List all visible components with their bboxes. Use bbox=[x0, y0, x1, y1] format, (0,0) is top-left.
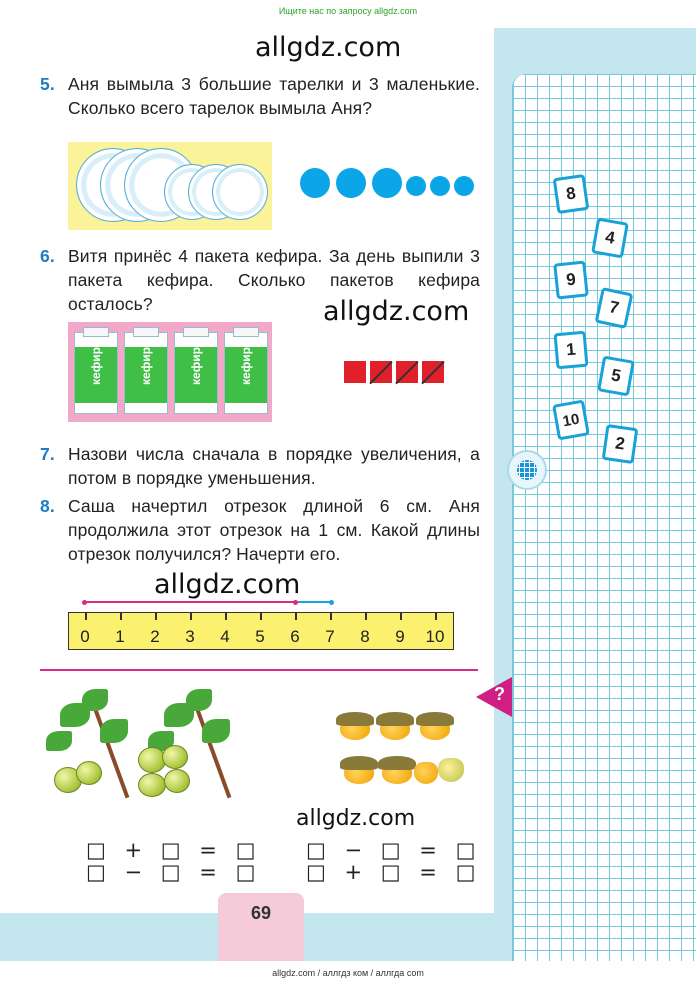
top-link[interactable]: Ищите нас по запросу allgdz.com bbox=[278, 6, 418, 16]
kefir-illustration bbox=[68, 322, 272, 422]
equation: □ − □ = □ bbox=[86, 860, 262, 884]
ruler-tick bbox=[155, 613, 157, 620]
task-number: 8. bbox=[40, 496, 55, 516]
number-card: 4 bbox=[591, 217, 629, 258]
small-dot bbox=[406, 176, 426, 196]
acorn-icon bbox=[340, 756, 378, 784]
task-7 bbox=[40, 442, 480, 490]
ruler-number: 10 bbox=[425, 627, 445, 646]
watermark: allgdz.com bbox=[296, 806, 416, 831]
ruler-tick bbox=[435, 613, 437, 620]
ruler-number: 4 bbox=[220, 627, 230, 646]
segment-point bbox=[293, 600, 298, 605]
acorn-icon bbox=[336, 712, 374, 740]
square bbox=[344, 361, 366, 383]
grid-icon bbox=[507, 450, 547, 490]
ruler-number: 9 bbox=[395, 627, 405, 646]
number-card: 8 bbox=[553, 174, 590, 214]
ruler-number: 7 bbox=[325, 627, 335, 646]
ruler-tick bbox=[120, 613, 122, 620]
segment-1cm bbox=[295, 601, 331, 603]
ruler-number: 6 bbox=[290, 627, 300, 646]
number-card: 7 bbox=[595, 287, 634, 329]
acorn-icon bbox=[438, 758, 464, 782]
big-dot bbox=[372, 168, 402, 198]
task-text: Аня вымыла 3 большие тарелки и 3 маленькие. Сколько всего тарелок вымыла Аня? bbox=[68, 74, 480, 118]
ruler-tick bbox=[225, 613, 227, 620]
big-dot bbox=[300, 168, 330, 198]
number-card: 1 bbox=[553, 331, 588, 370]
number-card: 9 bbox=[553, 260, 589, 299]
acorns-illustration bbox=[336, 712, 476, 792]
ruler-number: 2 bbox=[150, 627, 160, 646]
ruler-tick bbox=[365, 613, 367, 620]
ruler-tick bbox=[295, 613, 297, 620]
berry-icon bbox=[76, 761, 102, 785]
ruler-number: 0 bbox=[80, 627, 90, 646]
kefir-pack-icon: кефир bbox=[74, 332, 118, 414]
number-card: 5 bbox=[597, 355, 635, 396]
equation: □ + □ = □ bbox=[86, 838, 262, 862]
number-card: 10 bbox=[552, 399, 590, 440]
task-text: Саша начертил отрезок длиной 6 см. Аня продолжила этот отрезок на 1 см. Какой длины отрезок получился? Начерти его. bbox=[68, 496, 480, 564]
section-divider bbox=[40, 669, 478, 671]
task-8 bbox=[40, 494, 480, 566]
equation: □ − □ = □ bbox=[306, 838, 482, 862]
kefir-pack-icon: кефир bbox=[124, 332, 168, 414]
segment-point bbox=[329, 600, 334, 605]
task-text: Витя принёс 4 пакета кефира. За день выпили 3 пакета кефира. Сколько пакетов кефира осталось? bbox=[68, 246, 480, 314]
watermark: allgdz.com bbox=[154, 569, 301, 600]
berry-icon bbox=[138, 773, 166, 797]
small-dot bbox=[430, 176, 450, 196]
acorn-icon bbox=[378, 756, 416, 784]
acorn-icon bbox=[416, 712, 454, 740]
page-number: 69 bbox=[250, 903, 272, 923]
ruler-number: 8 bbox=[360, 627, 370, 646]
acorn-icon bbox=[414, 762, 438, 784]
ruler-tick bbox=[260, 613, 262, 620]
task-number: 6. bbox=[40, 246, 55, 266]
acorn-icon bbox=[376, 712, 414, 740]
gooseberry-illustration bbox=[40, 685, 240, 825]
segment-point bbox=[82, 600, 87, 605]
ruler-tick bbox=[85, 613, 87, 620]
equation: □ + □ = □ bbox=[306, 860, 482, 884]
page-tab bbox=[218, 893, 304, 961]
watermark: allgdz.com bbox=[255, 32, 402, 63]
ruler-tick bbox=[190, 613, 192, 620]
grid-panel bbox=[512, 74, 696, 961]
berry-icon bbox=[164, 769, 190, 793]
berry-icon bbox=[162, 745, 188, 769]
ruler-number: 1 bbox=[115, 627, 125, 646]
ruler-number: 5 bbox=[255, 627, 265, 646]
small-dot bbox=[454, 176, 474, 196]
segment-6cm bbox=[84, 601, 295, 603]
plates-illustration bbox=[68, 142, 272, 230]
task-5 bbox=[40, 72, 480, 120]
kefir-pack-icon: кефир bbox=[224, 332, 268, 414]
ruler-tick bbox=[330, 613, 332, 620]
task-text: Назови числа сначала в порядке увеличения, а потом в порядке уменьшения. bbox=[68, 444, 480, 488]
kefir-pack-icon: кефир bbox=[174, 332, 218, 414]
bottom-link[interactable]: allgdz.com / аллгдз ком / аллгда com bbox=[272, 968, 424, 978]
ruler-tick bbox=[400, 613, 402, 620]
big-dot bbox=[336, 168, 366, 198]
task-number: 5. bbox=[40, 74, 55, 94]
question-icon: ? bbox=[494, 684, 505, 704]
ruler bbox=[68, 612, 454, 650]
ruler-number: 3 bbox=[185, 627, 195, 646]
number-card: 2 bbox=[602, 424, 639, 464]
watermark: allgdz.com bbox=[323, 296, 470, 327]
task-number: 7. bbox=[40, 444, 55, 464]
plate-icon bbox=[212, 164, 268, 220]
